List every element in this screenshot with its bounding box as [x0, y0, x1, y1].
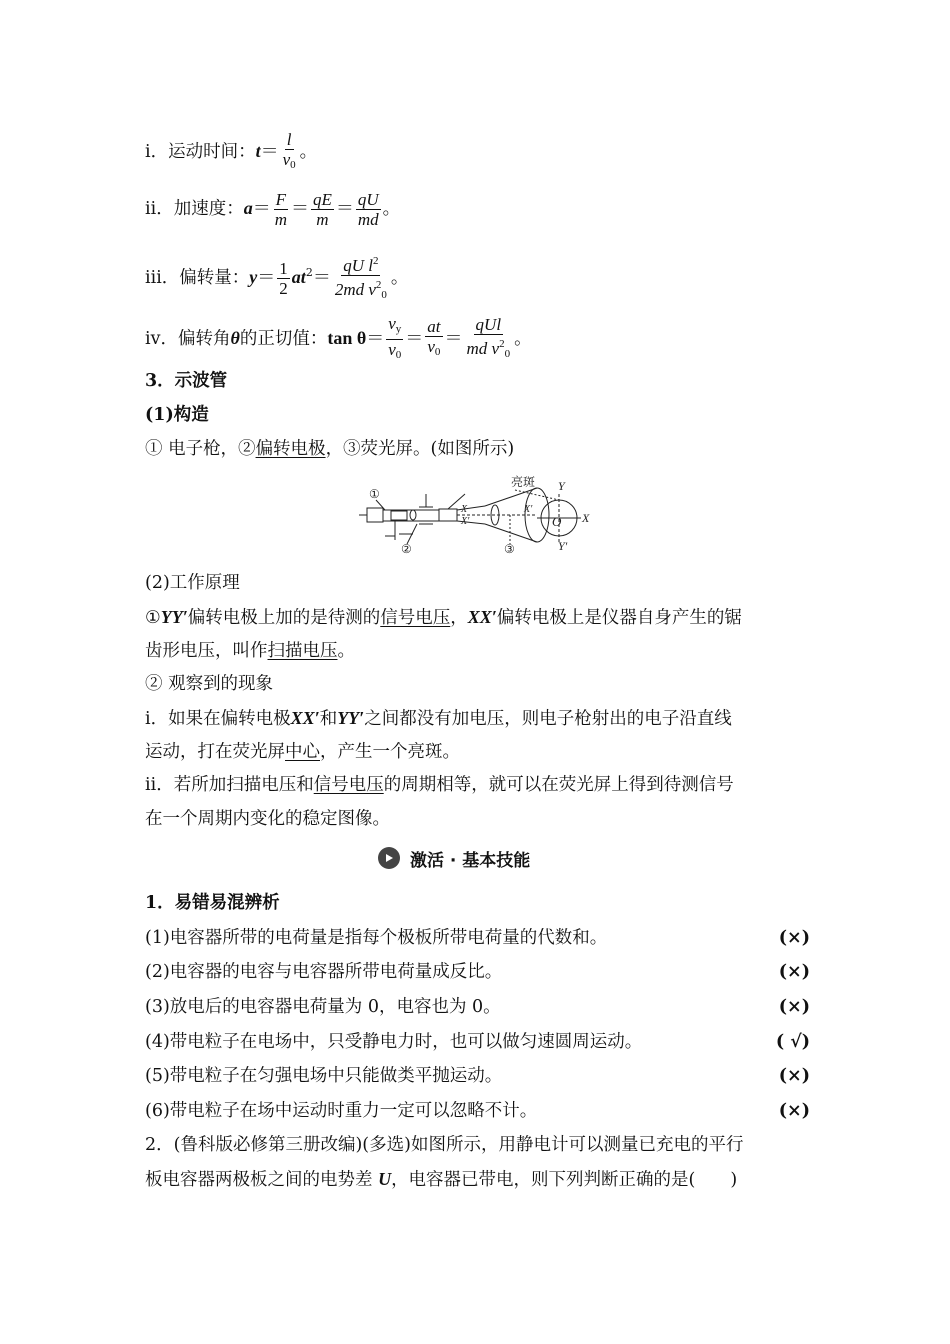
electron-gun	[391, 511, 407, 520]
formula-tangent: ⅳ．偏转角θ的正切值：tan θ＝ $\frac{v_y}{v_0}$ ＝ $\frac{at}{v_0}$ ＝ $\frac{\text{qUl}}{md v^2_0}$ 。	[145, 314, 810, 365]
fraction-one-half: $\frac{1}{2}$	[279, 259, 288, 298]
principle-2-i-line1: ⅰ．如果在偏转电极XX′和YY′之间都没有加电压，则电子枪射出的电子沿直线	[145, 708, 732, 729]
oscilloscope-diagram	[355, 474, 595, 564]
label-X-prime-small: X′	[461, 516, 470, 527]
principle-2-i-line2: 运动，打在荧光屏中心，产生一个亮斑。	[145, 742, 460, 762]
judge-heading: 1．易错易混辨析	[145, 893, 280, 913]
play-icon	[378, 847, 400, 869]
principle-1-line1: ①YY′偏转电极上加的是待测的信号电压，XX′偏转电极上是仪器自身产生的锯	[145, 607, 742, 628]
question-2-line2: 板电容器两极板之间的电势差 U，电容器已带电，则下列判断正确的是( )	[145, 1169, 738, 1190]
fraction-l-over-v0: $\frac{l}{v_0}$	[282, 130, 296, 171]
principle-title: (2)工作原理	[145, 573, 240, 593]
fraction-qul2-over-2mdv02: $\frac{qU l^2}{2md v^2_0}$	[333, 252, 389, 305]
spot-pointer	[515, 490, 559, 500]
section-title: 激活 · 基本技能	[378, 844, 530, 872]
formula-acceleration: ⅱ．加速度：a＝ $\frac{F}{m}$ ＝ $\frac{qE}{m}$ ＝ $\frac{qU}{md}$ 。	[145, 190, 401, 229]
label-Y-prime: Y′	[558, 539, 568, 553]
label-Y: Y	[558, 479, 565, 493]
fraction-at-over-v0: $\frac{at}{v_0}$	[427, 317, 441, 358]
fraction-qul-over-mdv02: $\frac{\text{qUl}}{md v^2_0}$	[466, 315, 511, 360]
judge-item: (4)带电粒子在电场中，只受静电力时，也可以做匀速圆周运动。 ( √)	[145, 1032, 810, 1052]
judge-item: (2)电容器的电容与电容器所带电荷量成反比。 (×)	[145, 962, 810, 982]
electron-gun-base	[367, 508, 383, 522]
cone-bottom	[485, 524, 537, 542]
label-O: O	[552, 514, 562, 529]
fraction-qe-over-m: $\frac{qE}{m}$	[312, 190, 332, 229]
label-2: ②	[401, 542, 412, 556]
principle-2-title: ② 观察到的现象	[145, 674, 274, 694]
formula-deflection: ⅲ．偏转量：y＝ $\frac{1}{2}$ $at^2=$ $\frac{qU l^2}{2md v^2_0}$ 。	[145, 252, 810, 305]
formula-time: ⅰ．运动时间：t＝ $\frac{l}{v_0}$ 。	[145, 130, 810, 175]
construct-text: ① 电子枪，②偏转电极，③荧光屏。(如图所示)	[145, 439, 515, 459]
x-plates	[439, 509, 457, 521]
judge-item: (6)带电粒子在场中运动时重力一定可以忽略不计。 (×)	[145, 1101, 810, 1121]
question-2-line1: 2．(鲁科版必修第三册改编)(多选)如图所示，用静电计可以测量已充电的平行	[145, 1135, 744, 1155]
answer-blank[interactable]	[695, 1170, 730, 1190]
oscilloscope-heading: 3．示波管	[145, 371, 228, 391]
judge-item: (1)电容器所带的电荷量是指每个极板所带电荷量的代数和。 (×)	[145, 928, 810, 948]
principle-2-ii-line1: ⅱ．若所加扫描电压和信号电压的周期相等，就可以在荧光屏上得到待测信号	[145, 775, 734, 795]
principle-2-ii-line2: 在一个周期内变化的稳定图像。	[145, 809, 390, 829]
fraction-qu-over-md: $\frac{qU}{md}$	[357, 190, 379, 229]
gun-aperture	[410, 510, 416, 520]
label-3: ③	[504, 542, 515, 556]
construct-title: (1)构造	[145, 405, 209, 425]
label-X: X	[582, 511, 590, 525]
judge-item: (5)带电粒子在匀强电场中只能做类平抛运动。 (×)	[145, 1066, 810, 1086]
principle-1-line2: 齿形电压，叫作扫描电压。	[145, 641, 355, 661]
label-bright-spot: 亮斑	[511, 475, 536, 489]
fraction-f-over-m: $\frac{F}{m}$	[274, 190, 287, 229]
judge-item: (3)放电后的电容器电荷量为 0，电容也为 0。 (×)	[145, 997, 810, 1017]
fraction-vy-over-v0: $\frac{v_y}{v_0}$	[388, 314, 402, 361]
label-1: ①	[369, 487, 380, 501]
label-X-prime: X′	[524, 504, 533, 515]
label-X-small: X	[461, 504, 468, 515]
